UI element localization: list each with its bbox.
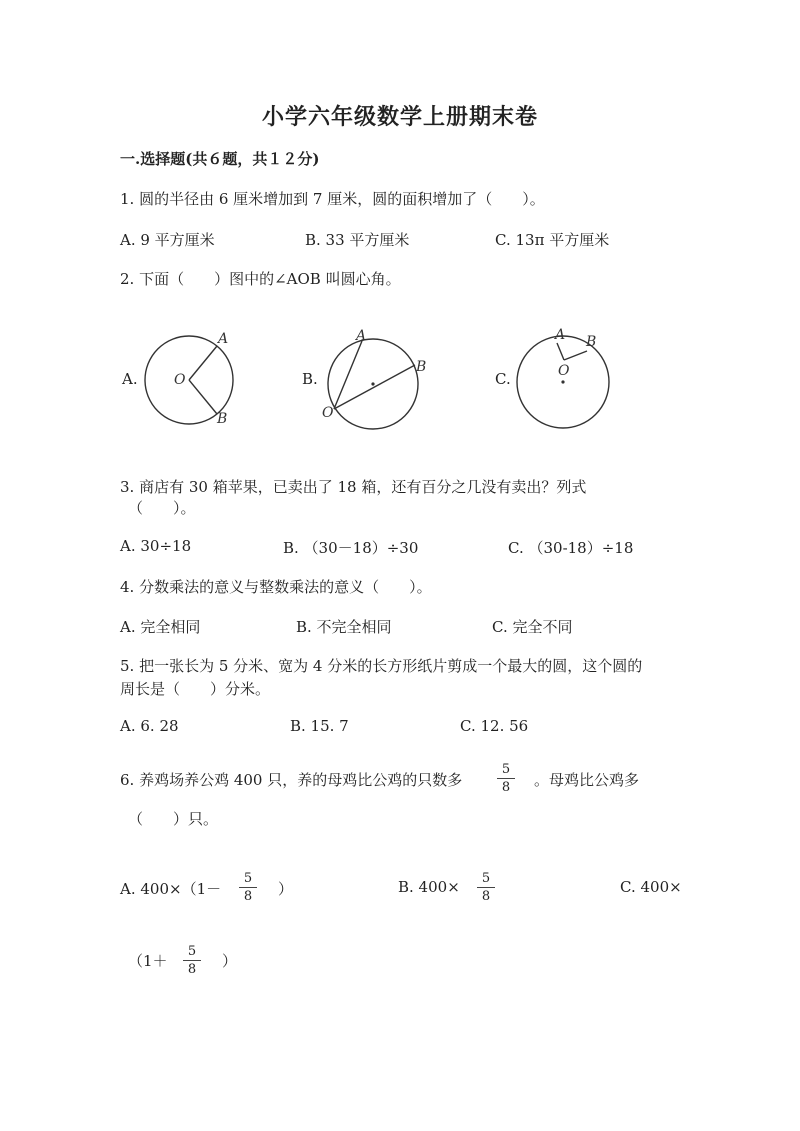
- point-o-label: O: [174, 372, 186, 388]
- fraction-numerator: 5: [481, 871, 491, 886]
- question-6-option-a-close: ）: [278, 880, 294, 898]
- question-1-option-a[interactable]: A. 9 平方厘米: [120, 231, 215, 249]
- question-1-option-c[interactable]: C. 13π 平方厘米: [495, 231, 610, 249]
- question-6-stem-part-1: 6. 养鸡场养公鸡 400 只，养的母鸡比公鸡的只数多: [120, 771, 463, 789]
- fraction-denominator: 8: [501, 780, 511, 795]
- question-5-option-b[interactable]: B. 15. 7: [290, 717, 349, 735]
- question-3-stem-line-1: 3. 商店有 30 箱苹果，已卖出了 18 箱，还有百分之几没有卖出？列式: [120, 478, 587, 496]
- question-3-stem-line-2: （ ）。: [128, 499, 196, 517]
- fraction-bar: [477, 887, 495, 888]
- circle-diagram-c: [510, 322, 620, 432]
- question-2-stem: 2. 下面（ ）图中的∠AOB 叫圆心角。: [120, 270, 401, 288]
- question-5-stem-line-2: 周长是（ ）分米。: [120, 680, 271, 698]
- question-5-option-a[interactable]: A. 6. 28: [120, 717, 179, 735]
- point-o-label: O: [558, 363, 570, 379]
- question-4-option-a[interactable]: A. 完全相同: [120, 618, 201, 636]
- point-o-label: O: [322, 405, 334, 421]
- point-b-label: B: [416, 359, 427, 375]
- fraction-numerator: 5: [501, 762, 511, 777]
- fraction-five-eighths: [239, 871, 257, 904]
- question-6-option-b[interactable]: B. 400×: [398, 878, 460, 896]
- fraction-bar: [239, 887, 257, 888]
- question-1-stem: 1. 圆的半径由 6 厘米增加到 7 厘米，圆的面积增加了（ ）。: [120, 190, 545, 208]
- fraction-bar: [183, 960, 201, 961]
- question-6-stem-part-2: 。母鸡比公鸡多: [534, 771, 640, 789]
- question-6-option-a[interactable]: A. 400×（1－: [120, 880, 222, 898]
- point-a-label: A: [555, 327, 566, 343]
- question-4-option-c[interactable]: C. 完全不同: [492, 618, 573, 636]
- question-3-option-a[interactable]: A. 30÷18: [120, 537, 192, 555]
- fraction-numerator: 5: [243, 871, 253, 886]
- fraction-five-eighths: [183, 944, 201, 977]
- point-a-label: A: [218, 331, 229, 347]
- page-title: 小学六年级数学上册期末卷: [261, 104, 538, 130]
- question-5-option-c[interactable]: C. 12. 56: [460, 717, 529, 735]
- point-b-label: B: [586, 334, 597, 350]
- question-4-stem: 4. 分数乘法的意义与整数乘法的意义（ ）。: [120, 578, 432, 596]
- question-3-option-b[interactable]: B. （30－18）÷30: [283, 539, 419, 557]
- circle-diagram-b: [316, 325, 436, 430]
- question-6-option-c-close: ）: [222, 952, 238, 970]
- point-a-label: A: [356, 328, 367, 344]
- fraction-numerator: 5: [187, 944, 197, 959]
- question-2-option-b-label[interactable]: B.: [302, 370, 318, 388]
- point-b-label: B: [217, 411, 228, 425]
- fraction-denominator: 8: [481, 889, 491, 904]
- section-heading: 一.选择题(共６题，共１２分): [120, 150, 320, 168]
- question-1-option-b[interactable]: B. 33 平方厘米: [305, 231, 410, 249]
- fraction-denominator: 8: [243, 889, 253, 904]
- circle-diagram-a: [140, 325, 250, 425]
- question-3-option-c[interactable]: C. （30-18）÷18: [508, 539, 634, 557]
- question-2-option-c-label[interactable]: C.: [495, 370, 511, 388]
- fraction-five-eighths: [477, 871, 495, 904]
- question-5-stem-line-1: 5. 把一张长为 5 分米、宽为 4 分米的长方形纸片剪成一个最大的圆，这个圆的: [120, 657, 643, 675]
- question-6-stem-line-2: （ ）只。: [128, 810, 219, 828]
- fraction-bar: [497, 778, 515, 779]
- question-6-option-c[interactable]: C. 400×: [620, 878, 682, 896]
- question-4-option-b[interactable]: B. 不完全相同: [296, 618, 392, 636]
- question-2-option-a-label[interactable]: A.: [122, 370, 138, 388]
- fraction-denominator: 8: [187, 962, 197, 977]
- question-6-option-c-line-2: （1＋: [128, 952, 168, 970]
- fraction-five-eighths: [497, 762, 515, 795]
